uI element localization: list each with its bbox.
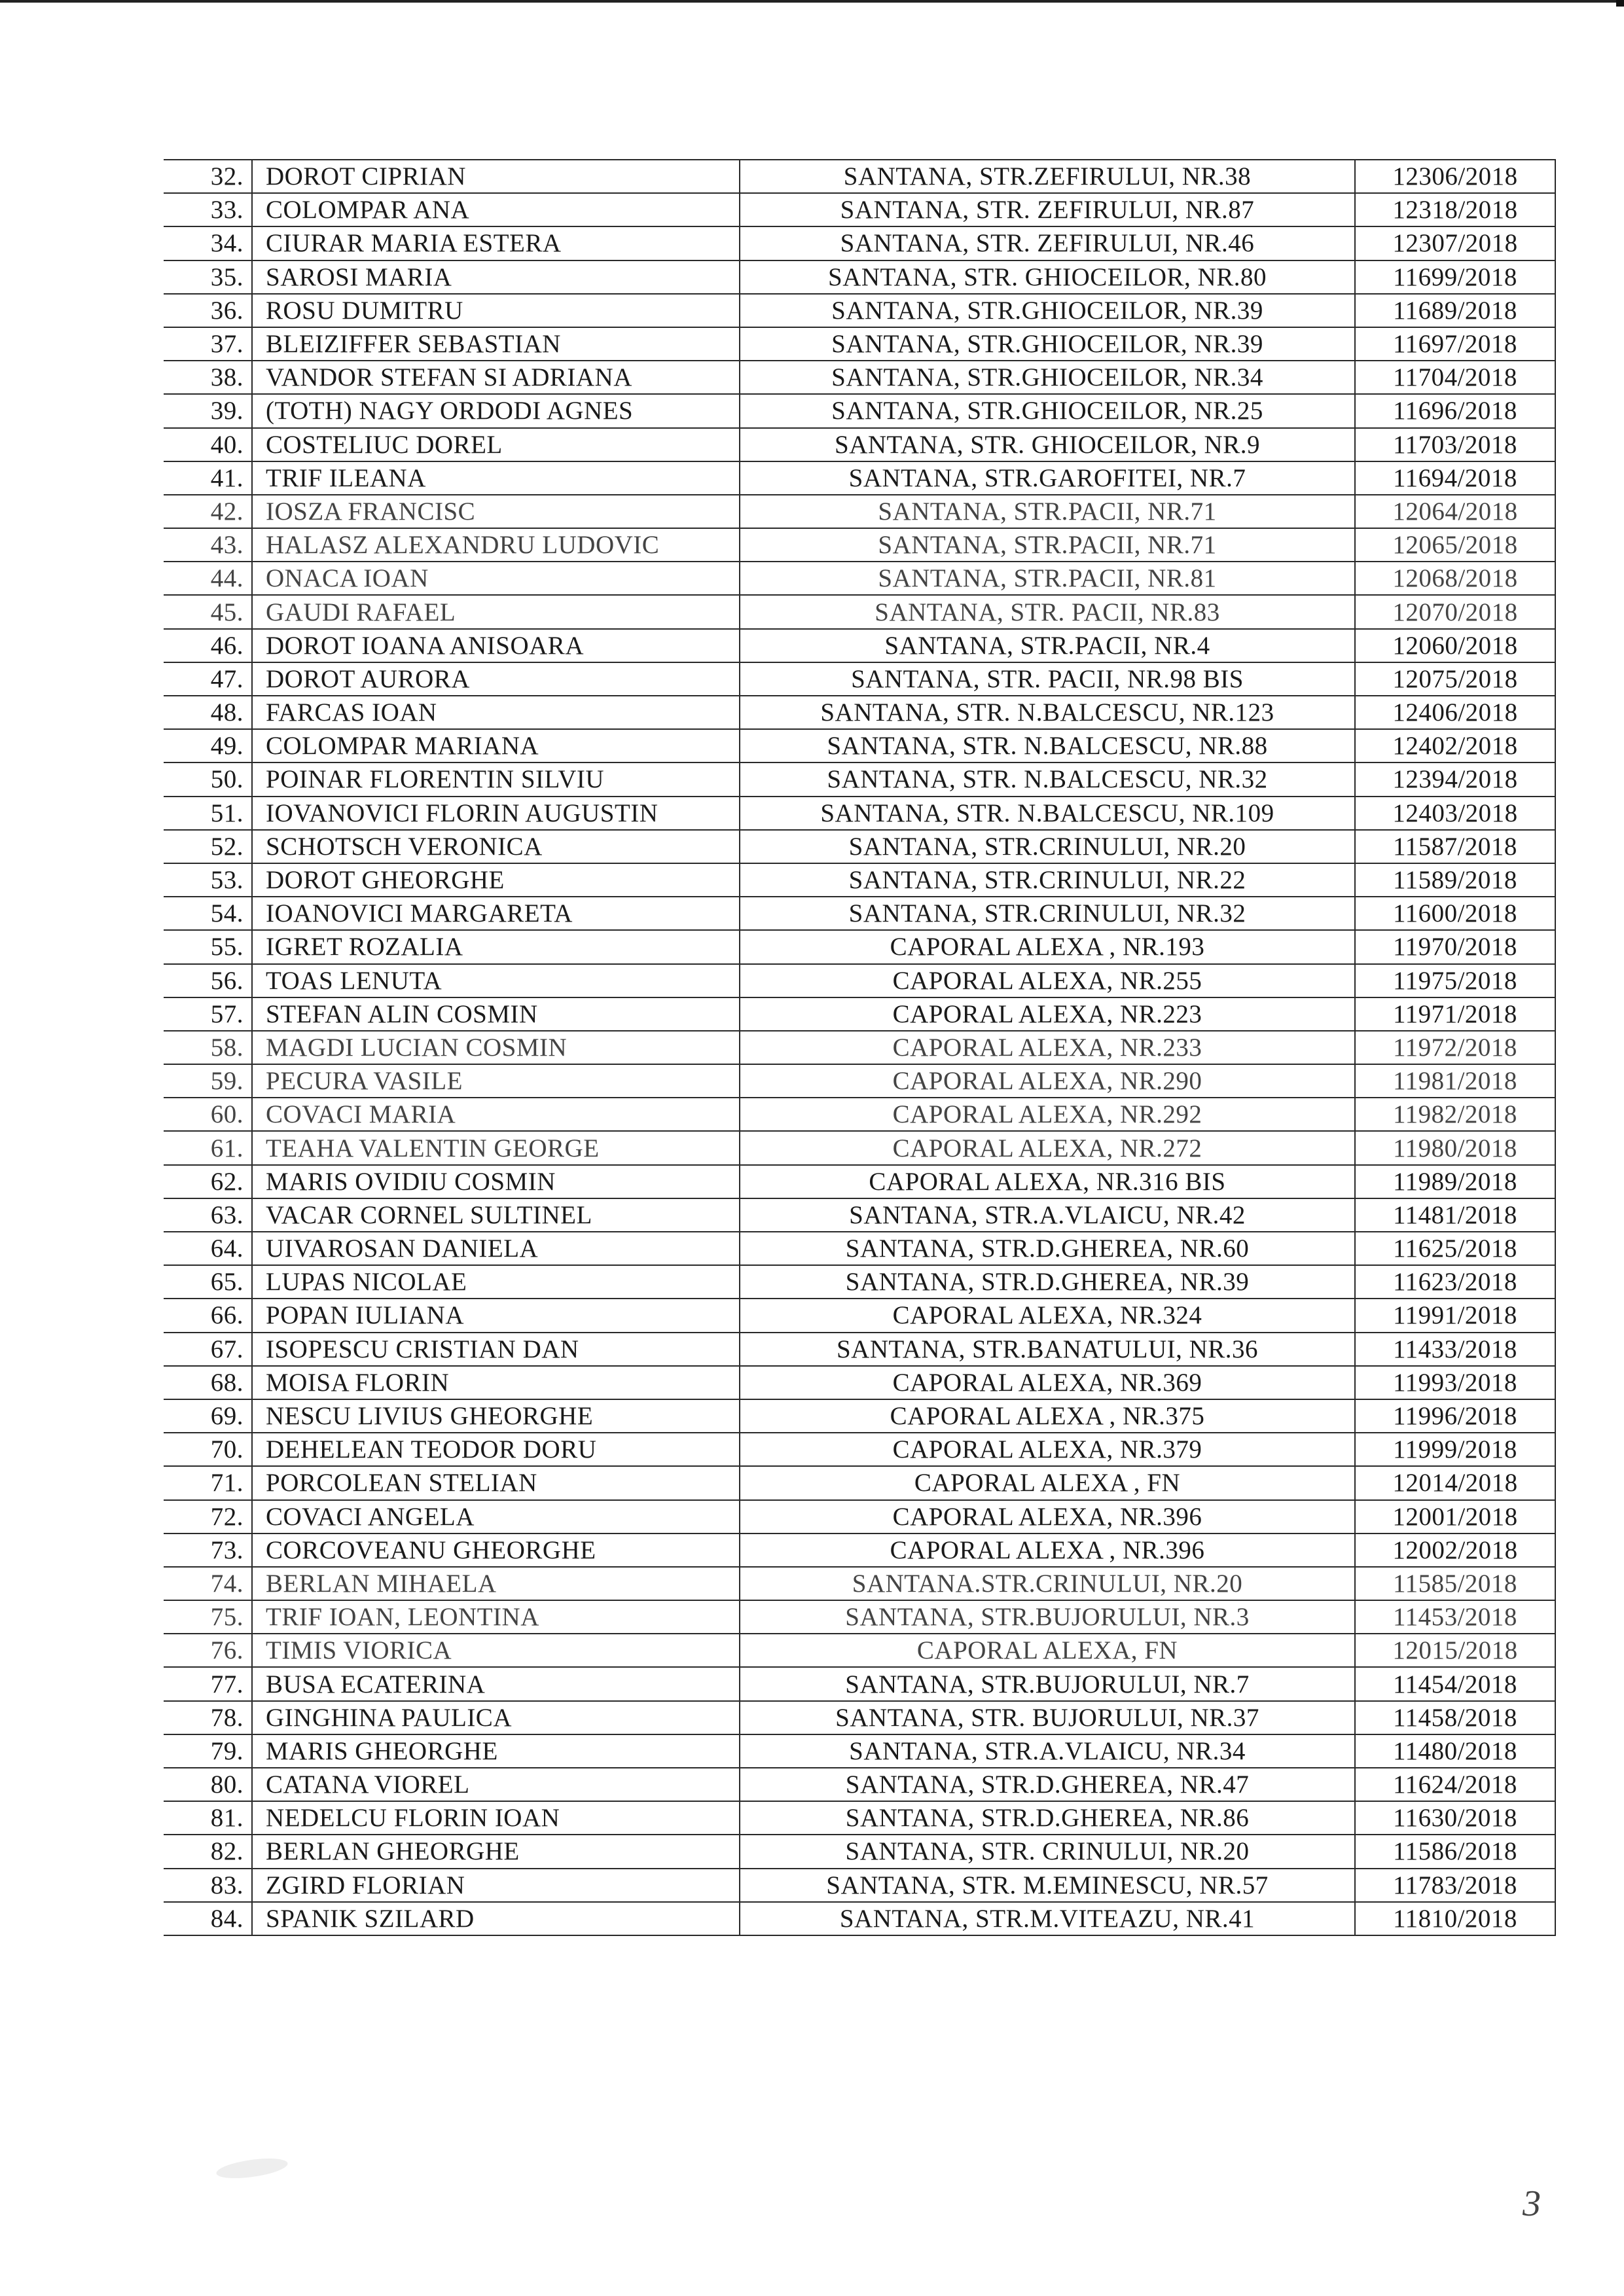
registration-number-cell: 11697/2018 bbox=[1355, 327, 1555, 361]
table-row bbox=[164, 1064, 1555, 1098]
table-row bbox=[164, 1299, 1555, 1332]
address-cell: SANTANA, STR. CRINULUI, NR.20 bbox=[740, 1835, 1355, 1868]
registration-number-cell: 12060/2018 bbox=[1355, 629, 1555, 662]
table-row bbox=[164, 1634, 1555, 1667]
table-row bbox=[164, 193, 1555, 226]
row-number-cell: 55. bbox=[164, 930, 252, 963]
table-row bbox=[164, 294, 1555, 327]
row-number-cell: 43. bbox=[164, 528, 252, 562]
registration-number-cell: 12318/2018 bbox=[1355, 193, 1555, 226]
table-row bbox=[164, 729, 1555, 762]
registration-number-cell: 11999/2018 bbox=[1355, 1433, 1555, 1466]
table-row bbox=[164, 762, 1555, 796]
address-cell: SANTANA, STR. BUJORULUI, NR.37 bbox=[740, 1701, 1355, 1734]
registration-number-cell: 11458/2018 bbox=[1355, 1701, 1555, 1734]
registration-number-cell: 11704/2018 bbox=[1355, 361, 1555, 394]
address-cell: SANTANA, STR.GHIOCEILOR, NR.39 bbox=[740, 327, 1355, 361]
registration-number-cell: 12075/2018 bbox=[1355, 662, 1555, 696]
address-cell: SANTANA, STR. PACII, NR.98 BIS bbox=[740, 662, 1355, 696]
row-number-cell: 44. bbox=[164, 562, 252, 595]
table-row bbox=[164, 1734, 1555, 1768]
registration-number-cell: 12014/2018 bbox=[1355, 1466, 1555, 1499]
name-cell: NEDELCU FLORIN IOAN bbox=[252, 1801, 740, 1835]
table-row bbox=[164, 1902, 1555, 1935]
row-number-cell: 58. bbox=[164, 1031, 252, 1064]
name-cell: STEFAN ALIN COSMIN bbox=[252, 997, 740, 1031]
registration-number-cell: 11989/2018 bbox=[1355, 1165, 1555, 1198]
registration-number-cell: 11975/2018 bbox=[1355, 964, 1555, 997]
row-number-cell: 53. bbox=[164, 863, 252, 897]
row-number-cell: 47. bbox=[164, 662, 252, 696]
table-row bbox=[164, 997, 1555, 1031]
table-row bbox=[164, 1366, 1555, 1399]
address-cell: SANTANA, STR. N.BALCESCU, NR.109 bbox=[740, 797, 1355, 830]
registration-number-cell: 11600/2018 bbox=[1355, 897, 1555, 930]
table-row bbox=[164, 1165, 1555, 1198]
name-cell: SCHOTSCH VERONICA bbox=[252, 830, 740, 863]
name-cell: HALASZ ALEXANDRU LUDOVIC bbox=[252, 528, 740, 562]
row-number-cell: 82. bbox=[164, 1835, 252, 1868]
address-cell: CAPORAL ALEXA, NR.324 bbox=[740, 1299, 1355, 1332]
name-cell: CORCOVEANU GHEORGHE bbox=[252, 1534, 740, 1567]
address-cell: SANTANA, STR. M.EMINESCU, NR.57 bbox=[740, 1869, 1355, 1902]
address-cell: SANTANA, STR.BUJORULUI, NR.7 bbox=[740, 1667, 1355, 1700]
registration-number-cell: 12015/2018 bbox=[1355, 1634, 1555, 1667]
address-cell: SANTANA, STR. GHIOCEILOR, NR.80 bbox=[740, 260, 1355, 294]
row-number-cell: 78. bbox=[164, 1701, 252, 1734]
name-cell: IGRET ROZALIA bbox=[252, 930, 740, 963]
table-row bbox=[164, 863, 1555, 897]
name-cell: LUPAS NICOLAE bbox=[252, 1265, 740, 1299]
row-number-cell: 34. bbox=[164, 226, 252, 260]
registration-number-cell: 11982/2018 bbox=[1355, 1098, 1555, 1131]
address-cell: CAPORAL ALEXA, NR.316 BIS bbox=[740, 1165, 1355, 1198]
name-cell: COVACI ANGELA bbox=[252, 1500, 740, 1534]
name-cell: TIMIS VIORICA bbox=[252, 1634, 740, 1667]
registration-number-cell: 11970/2018 bbox=[1355, 930, 1555, 963]
name-cell: TOAS LENUTA bbox=[252, 964, 740, 997]
table-row bbox=[164, 260, 1555, 294]
registration-number-cell: 12068/2018 bbox=[1355, 562, 1555, 595]
row-number-cell: 46. bbox=[164, 629, 252, 662]
row-number-cell: 61. bbox=[164, 1131, 252, 1164]
registration-number-cell: 12070/2018 bbox=[1355, 595, 1555, 628]
table-row bbox=[164, 1567, 1555, 1600]
table-row bbox=[164, 1031, 1555, 1064]
registration-number-cell: 12403/2018 bbox=[1355, 797, 1555, 830]
name-cell: BERLAN GHEORGHE bbox=[252, 1835, 740, 1868]
row-number-cell: 52. bbox=[164, 830, 252, 863]
name-cell: MOISA FLORIN bbox=[252, 1366, 740, 1399]
registration-number-cell: 11433/2018 bbox=[1355, 1333, 1555, 1366]
name-cell: POINAR FLORENTIN SILVIU bbox=[252, 762, 740, 796]
address-cell: SANTANA, STR.M.VITEAZU, NR.41 bbox=[740, 1902, 1355, 1935]
row-number-cell: 59. bbox=[164, 1064, 252, 1098]
address-cell: SANTANA, STR. N.BALCESCU, NR.123 bbox=[740, 696, 1355, 729]
name-cell: VANDOR STEFAN SI ADRIANA bbox=[252, 361, 740, 394]
row-number-cell: 68. bbox=[164, 1366, 252, 1399]
address-cell: SANTANA, STR.ZEFIRULUI, NR.38 bbox=[740, 160, 1355, 193]
table-row bbox=[164, 629, 1555, 662]
table-row bbox=[164, 1768, 1555, 1801]
registration-number-cell: 11993/2018 bbox=[1355, 1366, 1555, 1399]
address-cell: CAPORAL ALEXA, NR.255 bbox=[740, 964, 1355, 997]
row-number-cell: 54. bbox=[164, 897, 252, 930]
address-cell: SANTANA, STR.BUJORULUI, NR.3 bbox=[740, 1600, 1355, 1634]
table-row bbox=[164, 428, 1555, 461]
address-cell: SANTANA, STR. PACII, NR.83 bbox=[740, 595, 1355, 628]
name-cell: PECURA VASILE bbox=[252, 1064, 740, 1098]
page-corner-mark bbox=[1616, 0, 1624, 7]
table-row bbox=[164, 662, 1555, 696]
address-cell: SANTANA, STR. N.BALCESCU, NR.88 bbox=[740, 729, 1355, 762]
row-number-cell: 38. bbox=[164, 361, 252, 394]
name-cell: TRIF IOAN, LEONTINA bbox=[252, 1600, 740, 1634]
name-cell: TEAHA VALENTIN GEORGE bbox=[252, 1131, 740, 1164]
row-number-cell: 77. bbox=[164, 1667, 252, 1700]
table-row bbox=[164, 1534, 1555, 1567]
row-number-cell: 42. bbox=[164, 495, 252, 528]
registration-number-cell: 11454/2018 bbox=[1355, 1667, 1555, 1700]
registration-number-cell: 12394/2018 bbox=[1355, 762, 1555, 796]
table-row bbox=[164, 696, 1555, 729]
table-row bbox=[164, 1333, 1555, 1366]
row-number-cell: 80. bbox=[164, 1768, 252, 1801]
registration-number-cell: 11981/2018 bbox=[1355, 1064, 1555, 1098]
name-cell: PORCOLEAN STELIAN bbox=[252, 1466, 740, 1499]
registration-number-cell: 12001/2018 bbox=[1355, 1500, 1555, 1534]
name-cell: ISOPESCU CRISTIAN DAN bbox=[252, 1333, 740, 1366]
table-row bbox=[164, 562, 1555, 595]
table-row bbox=[164, 1265, 1555, 1299]
row-number-cell: 49. bbox=[164, 729, 252, 762]
name-cell: GAUDI RAFAEL bbox=[252, 595, 740, 628]
name-cell: (TOTH) NAGY ORDODI AGNES bbox=[252, 394, 740, 427]
registration-number-cell: 11699/2018 bbox=[1355, 260, 1555, 294]
table-row bbox=[164, 930, 1555, 963]
address-cell: CAPORAL ALEXA , NR.396 bbox=[740, 1534, 1355, 1567]
name-cell: DOROT AURORA bbox=[252, 662, 740, 696]
registration-number-cell: 11623/2018 bbox=[1355, 1265, 1555, 1299]
table-row bbox=[164, 595, 1555, 628]
scan-smudge bbox=[215, 2155, 289, 2181]
row-number-cell: 83. bbox=[164, 1869, 252, 1902]
row-number-cell: 32. bbox=[164, 160, 252, 193]
address-cell: SANTANA, STR.D.GHEREA, NR.47 bbox=[740, 1768, 1355, 1801]
table-row bbox=[164, 327, 1555, 361]
registration-number-cell: 12307/2018 bbox=[1355, 226, 1555, 260]
row-number-cell: 33. bbox=[164, 193, 252, 226]
table-row bbox=[164, 1500, 1555, 1534]
address-cell: SANTANA.STR.CRINULUI, NR.20 bbox=[740, 1567, 1355, 1600]
row-number-cell: 45. bbox=[164, 595, 252, 628]
address-cell: SANTANA, STR. ZEFIRULUI, NR.87 bbox=[740, 193, 1355, 226]
row-number-cell: 39. bbox=[164, 394, 252, 427]
name-cell: CIURAR MARIA ESTERA bbox=[252, 226, 740, 260]
name-cell: GINGHINA PAULICA bbox=[252, 1701, 740, 1734]
address-cell: CAPORAL ALEXA , FN bbox=[740, 1466, 1355, 1499]
row-number-cell: 74. bbox=[164, 1567, 252, 1600]
row-number-cell: 60. bbox=[164, 1098, 252, 1131]
row-number-cell: 79. bbox=[164, 1734, 252, 1768]
table-row bbox=[164, 1232, 1555, 1265]
table-row bbox=[164, 1835, 1555, 1868]
address-cell: CAPORAL ALEXA , NR.375 bbox=[740, 1399, 1355, 1433]
row-number-cell: 50. bbox=[164, 762, 252, 796]
address-cell: SANTANA, STR.CRINULUI, NR.22 bbox=[740, 863, 1355, 897]
row-number-cell: 69. bbox=[164, 1399, 252, 1433]
registration-number-cell: 12064/2018 bbox=[1355, 495, 1555, 528]
address-cell: SANTANA, STR.A.VLAICU, NR.34 bbox=[740, 1734, 1355, 1768]
name-cell: BUSA ECATERINA bbox=[252, 1667, 740, 1700]
table-row bbox=[164, 1701, 1555, 1734]
registration-number-cell: 12306/2018 bbox=[1355, 160, 1555, 193]
name-cell: DOROT CIPRIAN bbox=[252, 160, 740, 193]
address-cell: SANTANA, STR.PACII, NR.4 bbox=[740, 629, 1355, 662]
row-number-cell: 36. bbox=[164, 294, 252, 327]
registration-number-cell: 11980/2018 bbox=[1355, 1131, 1555, 1164]
row-number-cell: 84. bbox=[164, 1902, 252, 1935]
row-number-cell: 56. bbox=[164, 964, 252, 997]
table-row bbox=[164, 1466, 1555, 1499]
address-cell: CAPORAL ALEXA, NR.369 bbox=[740, 1366, 1355, 1399]
name-cell: COVACI MARIA bbox=[252, 1098, 740, 1131]
address-cell: SANTANA, STR.PACII, NR.81 bbox=[740, 562, 1355, 595]
row-number-cell: 57. bbox=[164, 997, 252, 1031]
address-cell: SANTANA, STR.A.VLAICU, NR.42 bbox=[740, 1198, 1355, 1232]
table-row bbox=[164, 1131, 1555, 1164]
address-cell: CAPORAL ALEXA, NR.396 bbox=[740, 1500, 1355, 1534]
table-row bbox=[164, 394, 1555, 427]
row-number-cell: 66. bbox=[164, 1299, 252, 1332]
registration-number-cell: 11586/2018 bbox=[1355, 1835, 1555, 1868]
name-cell: BERLAN MIHAELA bbox=[252, 1567, 740, 1600]
table-row bbox=[164, 226, 1555, 260]
name-cell: MARIS OVIDIU COSMIN bbox=[252, 1165, 740, 1198]
registration-number-cell: 11971/2018 bbox=[1355, 997, 1555, 1031]
row-number-cell: 48. bbox=[164, 696, 252, 729]
address-cell: CAPORAL ALEXA, NR.223 bbox=[740, 997, 1355, 1031]
registration-number-cell: 11630/2018 bbox=[1355, 1801, 1555, 1835]
name-cell: COSTELIUC DOREL bbox=[252, 428, 740, 461]
name-cell: POPAN IULIANA bbox=[252, 1299, 740, 1332]
row-number-cell: 65. bbox=[164, 1265, 252, 1299]
registration-number-cell: 12002/2018 bbox=[1355, 1534, 1555, 1567]
table-row bbox=[164, 461, 1555, 495]
address-cell: SANTANA, STR.D.GHEREA, NR.86 bbox=[740, 1801, 1355, 1835]
registration-number-cell: 11991/2018 bbox=[1355, 1299, 1555, 1332]
row-number-cell: 72. bbox=[164, 1500, 252, 1534]
table-row bbox=[164, 1198, 1555, 1232]
table-row bbox=[164, 1801, 1555, 1835]
address-cell: CAPORAL ALEXA, NR.290 bbox=[740, 1064, 1355, 1098]
registration-number-cell: 11996/2018 bbox=[1355, 1399, 1555, 1433]
address-cell: SANTANA, STR. ZEFIRULUI, NR.46 bbox=[740, 226, 1355, 260]
table-row bbox=[164, 1098, 1555, 1131]
registration-number-cell: 12406/2018 bbox=[1355, 696, 1555, 729]
row-number-cell: 64. bbox=[164, 1232, 252, 1265]
name-cell: MAGDI LUCIAN COSMIN bbox=[252, 1031, 740, 1064]
registration-number-cell: 11624/2018 bbox=[1355, 1768, 1555, 1801]
row-number-cell: 75. bbox=[164, 1600, 252, 1634]
name-cell: CATANA VIOREL bbox=[252, 1768, 740, 1801]
address-cell: SANTANA, STR.CRINULUI, NR.20 bbox=[740, 830, 1355, 863]
table-row bbox=[164, 361, 1555, 394]
table-row bbox=[164, 528, 1555, 562]
name-cell: DOROT IOANA ANISOARA bbox=[252, 629, 740, 662]
table-row bbox=[164, 897, 1555, 930]
name-cell: IOANOVICI MARGARETA bbox=[252, 897, 740, 930]
address-cell: SANTANA, STR.CRINULUI, NR.32 bbox=[740, 897, 1355, 930]
row-number-cell: 40. bbox=[164, 428, 252, 461]
address-cell: SANTANA, STR.D.GHEREA, NR.39 bbox=[740, 1265, 1355, 1299]
name-cell: DEHELEAN TEODOR DORU bbox=[252, 1433, 740, 1466]
registration-number-cell: 11972/2018 bbox=[1355, 1031, 1555, 1064]
row-number-cell: 76. bbox=[164, 1634, 252, 1667]
table-row bbox=[164, 964, 1555, 997]
name-cell: NESCU LIVIUS GHEORGHE bbox=[252, 1399, 740, 1433]
table-row bbox=[164, 160, 1555, 193]
name-cell: ROSU DUMITRU bbox=[252, 294, 740, 327]
address-cell: CAPORAL ALEXA, NR.233 bbox=[740, 1031, 1355, 1064]
registration-number-cell: 11480/2018 bbox=[1355, 1734, 1555, 1768]
name-cell: MARIS GHEORGHE bbox=[252, 1734, 740, 1768]
registration-number-cell: 11589/2018 bbox=[1355, 863, 1555, 897]
address-cell: SANTANA, STR. GHIOCEILOR, NR.9 bbox=[740, 428, 1355, 461]
name-cell: VACAR CORNEL SULTINEL bbox=[252, 1198, 740, 1232]
table-row bbox=[164, 830, 1555, 863]
row-number-cell: 62. bbox=[164, 1165, 252, 1198]
address-cell: SANTANA, STR.GAROFITEI, NR.7 bbox=[740, 461, 1355, 495]
address-cell: CAPORAL ALEXA, NR.272 bbox=[740, 1131, 1355, 1164]
row-number-cell: 67. bbox=[164, 1333, 252, 1366]
registration-number-cell: 11703/2018 bbox=[1355, 428, 1555, 461]
page-top-border bbox=[0, 0, 1624, 3]
registration-number-cell: 11587/2018 bbox=[1355, 830, 1555, 863]
registry-table-body bbox=[164, 160, 1555, 1935]
registration-number-cell: 11453/2018 bbox=[1355, 1600, 1555, 1634]
address-cell: SANTANA, STR.PACII, NR.71 bbox=[740, 495, 1355, 528]
name-cell: ZGIRD FLORIAN bbox=[252, 1869, 740, 1902]
registration-number-cell: 11481/2018 bbox=[1355, 1198, 1555, 1232]
table-row bbox=[164, 797, 1555, 830]
address-cell: SANTANA, STR.PACII, NR.71 bbox=[740, 528, 1355, 562]
table-row bbox=[164, 1399, 1555, 1433]
row-number-cell: 73. bbox=[164, 1534, 252, 1567]
registration-number-cell: 11585/2018 bbox=[1355, 1567, 1555, 1600]
registration-number-cell: 11694/2018 bbox=[1355, 461, 1555, 495]
address-cell: SANTANA, STR.BANATULUI, NR.36 bbox=[740, 1333, 1355, 1366]
address-cell: CAPORAL ALEXA, FN bbox=[740, 1634, 1355, 1667]
row-number-cell: 71. bbox=[164, 1466, 252, 1499]
registration-number-cell: 11625/2018 bbox=[1355, 1232, 1555, 1265]
address-cell: SANTANA, STR. N.BALCESCU, NR.32 bbox=[740, 762, 1355, 796]
name-cell: UIVAROSAN DANIELA bbox=[252, 1232, 740, 1265]
registration-number-cell: 11696/2018 bbox=[1355, 394, 1555, 427]
row-number-cell: 51. bbox=[164, 797, 252, 830]
registration-number-cell: 11689/2018 bbox=[1355, 294, 1555, 327]
address-cell: SANTANA, STR.GHIOCEILOR, NR.25 bbox=[740, 394, 1355, 427]
registry-table bbox=[164, 159, 1556, 1936]
table-row bbox=[164, 1667, 1555, 1700]
row-number-cell: 70. bbox=[164, 1433, 252, 1466]
name-cell: TRIF ILEANA bbox=[252, 461, 740, 495]
name-cell: COLOMPAR ANA bbox=[252, 193, 740, 226]
registration-number-cell: 11810/2018 bbox=[1355, 1902, 1555, 1935]
name-cell: BLEIZIFFER SEBASTIAN bbox=[252, 327, 740, 361]
name-cell: IOSZA FRANCISC bbox=[252, 495, 740, 528]
name-cell: SAROSI MARIA bbox=[252, 260, 740, 294]
registration-number-cell: 12402/2018 bbox=[1355, 729, 1555, 762]
row-number-cell: 41. bbox=[164, 461, 252, 495]
name-cell: COLOMPAR MARIANA bbox=[252, 729, 740, 762]
name-cell: ONACA IOAN bbox=[252, 562, 740, 595]
table-row bbox=[164, 495, 1555, 528]
table-row bbox=[164, 1433, 1555, 1466]
table-row bbox=[164, 1600, 1555, 1634]
registration-number-cell: 11783/2018 bbox=[1355, 1869, 1555, 1902]
page-number: 3 bbox=[1523, 2183, 1541, 2224]
address-cell: SANTANA, STR.D.GHEREA, NR.60 bbox=[740, 1232, 1355, 1265]
table-row bbox=[164, 1869, 1555, 1902]
name-cell: FARCAS IOAN bbox=[252, 696, 740, 729]
address-cell: CAPORAL ALEXA , NR.193 bbox=[740, 930, 1355, 963]
name-cell: SPANIK SZILARD bbox=[252, 1902, 740, 1935]
name-cell: IOVANOVICI FLORIN AUGUSTIN bbox=[252, 797, 740, 830]
registration-number-cell: 12065/2018 bbox=[1355, 528, 1555, 562]
row-number-cell: 63. bbox=[164, 1198, 252, 1232]
row-number-cell: 81. bbox=[164, 1801, 252, 1835]
row-number-cell: 37. bbox=[164, 327, 252, 361]
row-number-cell: 35. bbox=[164, 260, 252, 294]
name-cell: DOROT GHEORGHE bbox=[252, 863, 740, 897]
address-cell: SANTANA, STR.GHIOCEILOR, NR.34 bbox=[740, 361, 1355, 394]
address-cell: CAPORAL ALEXA, NR.292 bbox=[740, 1098, 1355, 1131]
address-cell: CAPORAL ALEXA, NR.379 bbox=[740, 1433, 1355, 1466]
address-cell: SANTANA, STR.GHIOCEILOR, NR.39 bbox=[740, 294, 1355, 327]
